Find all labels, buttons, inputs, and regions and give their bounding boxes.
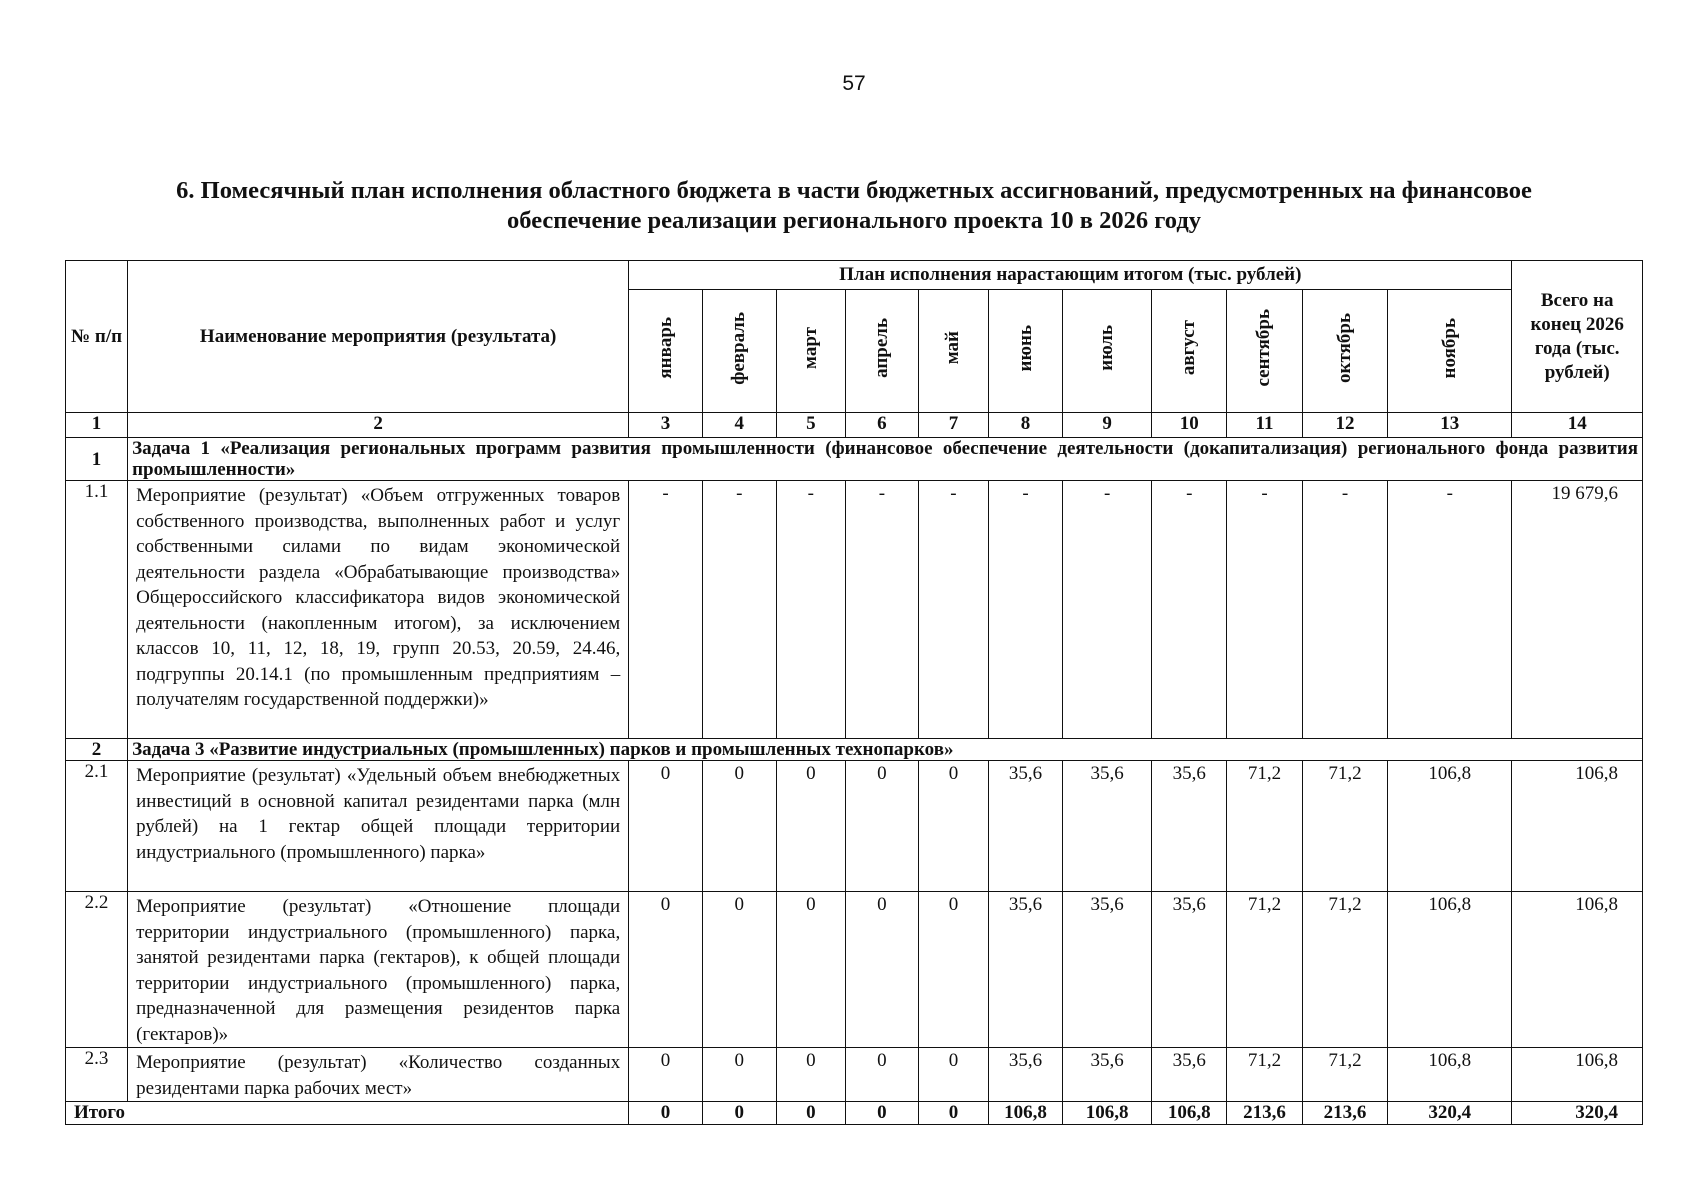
month-value: -	[776, 481, 845, 739]
month-value: 35,6	[1152, 1048, 1227, 1102]
month-value: 0	[918, 761, 989, 892]
month-header	[1062, 290, 1151, 413]
month-value: 71,2	[1227, 1048, 1303, 1102]
summary-value: 0	[776, 1102, 845, 1125]
month-value: -	[1302, 481, 1387, 739]
month-label: ноябрь	[1438, 317, 1460, 379]
measure-name: Мероприятие (результат) «Удельный объем внебюджетных инвестиций в основной капитал резидентами парка (млн рублей) на 1 гектар общей площади территории индустриального (промышленного) парка»	[128, 761, 629, 892]
task-title: Задача 3 «Развитие индустриальных (промышленных) парков и промышленных технопарков»	[128, 739, 1643, 761]
summary-value: 106,8	[989, 1102, 1063, 1125]
column-number: 4	[702, 413, 776, 438]
month-label: апрель	[870, 318, 892, 378]
month-value: 35,6	[1152, 892, 1227, 1048]
header-row-top	[66, 261, 1643, 290]
month-header	[1227, 290, 1303, 413]
row-number: 2.3	[66, 1048, 128, 1102]
month-value: 71,2	[1302, 761, 1387, 892]
column-number: 6	[846, 413, 919, 438]
measure-name: Мероприятие (результат) «Отношение площади территории индустриального (промышленного) парка, занятой резидентами парка (гектаров), к общей площади территории индустриального (промышленного) парка, предназначенной для размещения резидентов парка (гектаров)»	[128, 892, 629, 1048]
month-value: -	[1062, 481, 1151, 739]
month-label: май	[942, 331, 964, 365]
month-value: -	[918, 481, 989, 739]
summary-value: 106,8	[1062, 1102, 1151, 1125]
month-value: 35,6	[1062, 761, 1151, 892]
month-value: 35,6	[989, 892, 1063, 1048]
month-label: октябрь	[1334, 313, 1355, 383]
month-label: январь	[654, 317, 676, 379]
month-value: 0	[846, 1048, 919, 1102]
month-value: 0	[918, 892, 989, 1048]
month-value: 0	[629, 892, 703, 1048]
column-number: 2	[128, 413, 629, 438]
column-number: 13	[1388, 413, 1512, 438]
column-number: 12	[1302, 413, 1387, 438]
month-value: 0	[629, 1048, 703, 1102]
month-label: июнь	[1014, 324, 1036, 372]
month-label: февраль	[728, 311, 750, 385]
page-title	[90, 176, 1618, 236]
task-title: Задача 1 «Реализация региональных программ развития промышленности (финансовое обеспечение деятельности (докапитализация) регионального фонда развития промышленности»	[128, 438, 1643, 481]
summary-value: 106,8	[1152, 1102, 1227, 1125]
month-value: 0	[846, 761, 919, 892]
month-value: -	[1152, 481, 1227, 739]
month-header	[776, 290, 845, 413]
summary-value: 0	[702, 1102, 776, 1125]
summary-value: 213,6	[1227, 1102, 1303, 1125]
page-number: 57	[842, 72, 866, 95]
month-header	[702, 290, 776, 413]
month-value: 0	[846, 892, 919, 1048]
month-value: 35,6	[989, 761, 1063, 892]
measure-name: Мероприятие (результат) «Количество созданных резидентами парка рабочих мест»	[128, 1048, 629, 1102]
row-number: 2	[66, 739, 128, 761]
measure-name: Мероприятие (результат) «Объем отгруженных товаров собственного производства, выполненных работ и услуг собственными силами по видам экономической деятельности раздела «Обрабатывающие производства» Общероссийского классификатора видов экономической деятельности (накопленным итогом), за исключением классов 10, 11, 12, 18, 19, групп 20.53, 20.59, 24.46, подгруппы 20.14.1 (по промышленным предприятиям – получателям государственной поддержки)»	[128, 481, 629, 739]
month-value: -	[702, 481, 776, 739]
month-value: -	[1227, 481, 1303, 739]
title-line-1: 6. Помесячный план исполнения областного бюджета в части бюджетных ассигнований, предусмотренных на финансовое	[176, 177, 1532, 204]
summary-label: Итого	[66, 1102, 629, 1125]
row-total: 106,8	[1512, 761, 1643, 892]
month-header	[1388, 290, 1512, 413]
month-value: 0	[918, 1048, 989, 1102]
row-total: 106,8	[1512, 892, 1643, 1048]
task-row	[66, 739, 1643, 761]
row-total: 106,8	[1512, 1048, 1643, 1102]
header-name: Наименование мероприятия (результата)	[128, 261, 629, 413]
title-line-2: обеспечение реализации регионального проекта 10 в 2026 году	[507, 207, 1201, 234]
month-value: 71,2	[1227, 892, 1303, 1048]
header-plan: План исполнения нарастающим итогом (тыс. рублей)	[629, 261, 1512, 290]
month-value: -	[846, 481, 919, 739]
row-number: 2.2	[66, 892, 128, 1048]
column-number: 14	[1512, 413, 1643, 438]
table-row	[66, 761, 1643, 892]
summary-row	[66, 1102, 1643, 1125]
month-label: сентябрь	[1253, 309, 1275, 387]
month-value: 0	[776, 1048, 845, 1102]
column-number: 3	[629, 413, 703, 438]
header-num: № п/п	[66, 261, 128, 413]
month-header	[989, 290, 1063, 413]
column-number: 11	[1227, 413, 1303, 438]
row-total: 19 679,6	[1512, 481, 1643, 739]
summary-value: 213,6	[1302, 1102, 1387, 1125]
month-header	[846, 290, 919, 413]
month-header	[918, 290, 989, 413]
task-row	[66, 438, 1643, 481]
month-value: -	[629, 481, 703, 739]
month-label: март	[799, 327, 821, 369]
budget-plan-table	[65, 260, 1643, 1125]
column-number: 10	[1152, 413, 1227, 438]
month-value: 35,6	[989, 1048, 1063, 1102]
month-header	[629, 290, 703, 413]
month-value: 0	[702, 761, 776, 892]
month-label: июль	[1096, 325, 1118, 371]
column-number: 9	[1062, 413, 1151, 438]
table-row	[66, 892, 1643, 1048]
month-value: 35,6	[1062, 1048, 1151, 1102]
month-value: 0	[776, 761, 845, 892]
month-value: 0	[776, 892, 845, 1048]
month-label: август	[1178, 320, 1200, 376]
column-numbers-row	[66, 413, 1643, 438]
summary-total: 320,4	[1512, 1102, 1643, 1125]
month-value: 106,8	[1388, 1048, 1512, 1102]
column-number: 7	[918, 413, 989, 438]
row-number: 2.1	[66, 761, 128, 892]
month-value: 71,2	[1302, 892, 1387, 1048]
month-value: 71,2	[1227, 761, 1303, 892]
row-number: 1.1	[66, 481, 128, 739]
column-number: 8	[989, 413, 1063, 438]
header-total: Всего на конец 2026 года (тыс. рублей)	[1512, 261, 1643, 413]
month-value: 106,8	[1388, 761, 1512, 892]
month-value: 0	[702, 1048, 776, 1102]
month-header	[1152, 290, 1227, 413]
summary-value: 0	[918, 1102, 989, 1125]
column-number: 1	[66, 413, 128, 438]
summary-value: 0	[629, 1102, 703, 1125]
month-header	[1302, 290, 1387, 413]
summary-value: 0	[846, 1102, 919, 1125]
summary-value: 320,4	[1388, 1102, 1512, 1125]
month-value: 71,2	[1302, 1048, 1387, 1102]
table-row	[66, 481, 1643, 739]
month-value: 106,8	[1388, 892, 1512, 1048]
month-value: 0	[629, 761, 703, 892]
month-value: -	[1388, 481, 1512, 739]
table-row	[66, 1048, 1643, 1102]
month-value: -	[989, 481, 1063, 739]
month-value: 35,6	[1062, 892, 1151, 1048]
row-number: 1	[66, 438, 128, 481]
month-value: 35,6	[1152, 761, 1227, 892]
column-number: 5	[776, 413, 845, 438]
month-value: 0	[702, 892, 776, 1048]
